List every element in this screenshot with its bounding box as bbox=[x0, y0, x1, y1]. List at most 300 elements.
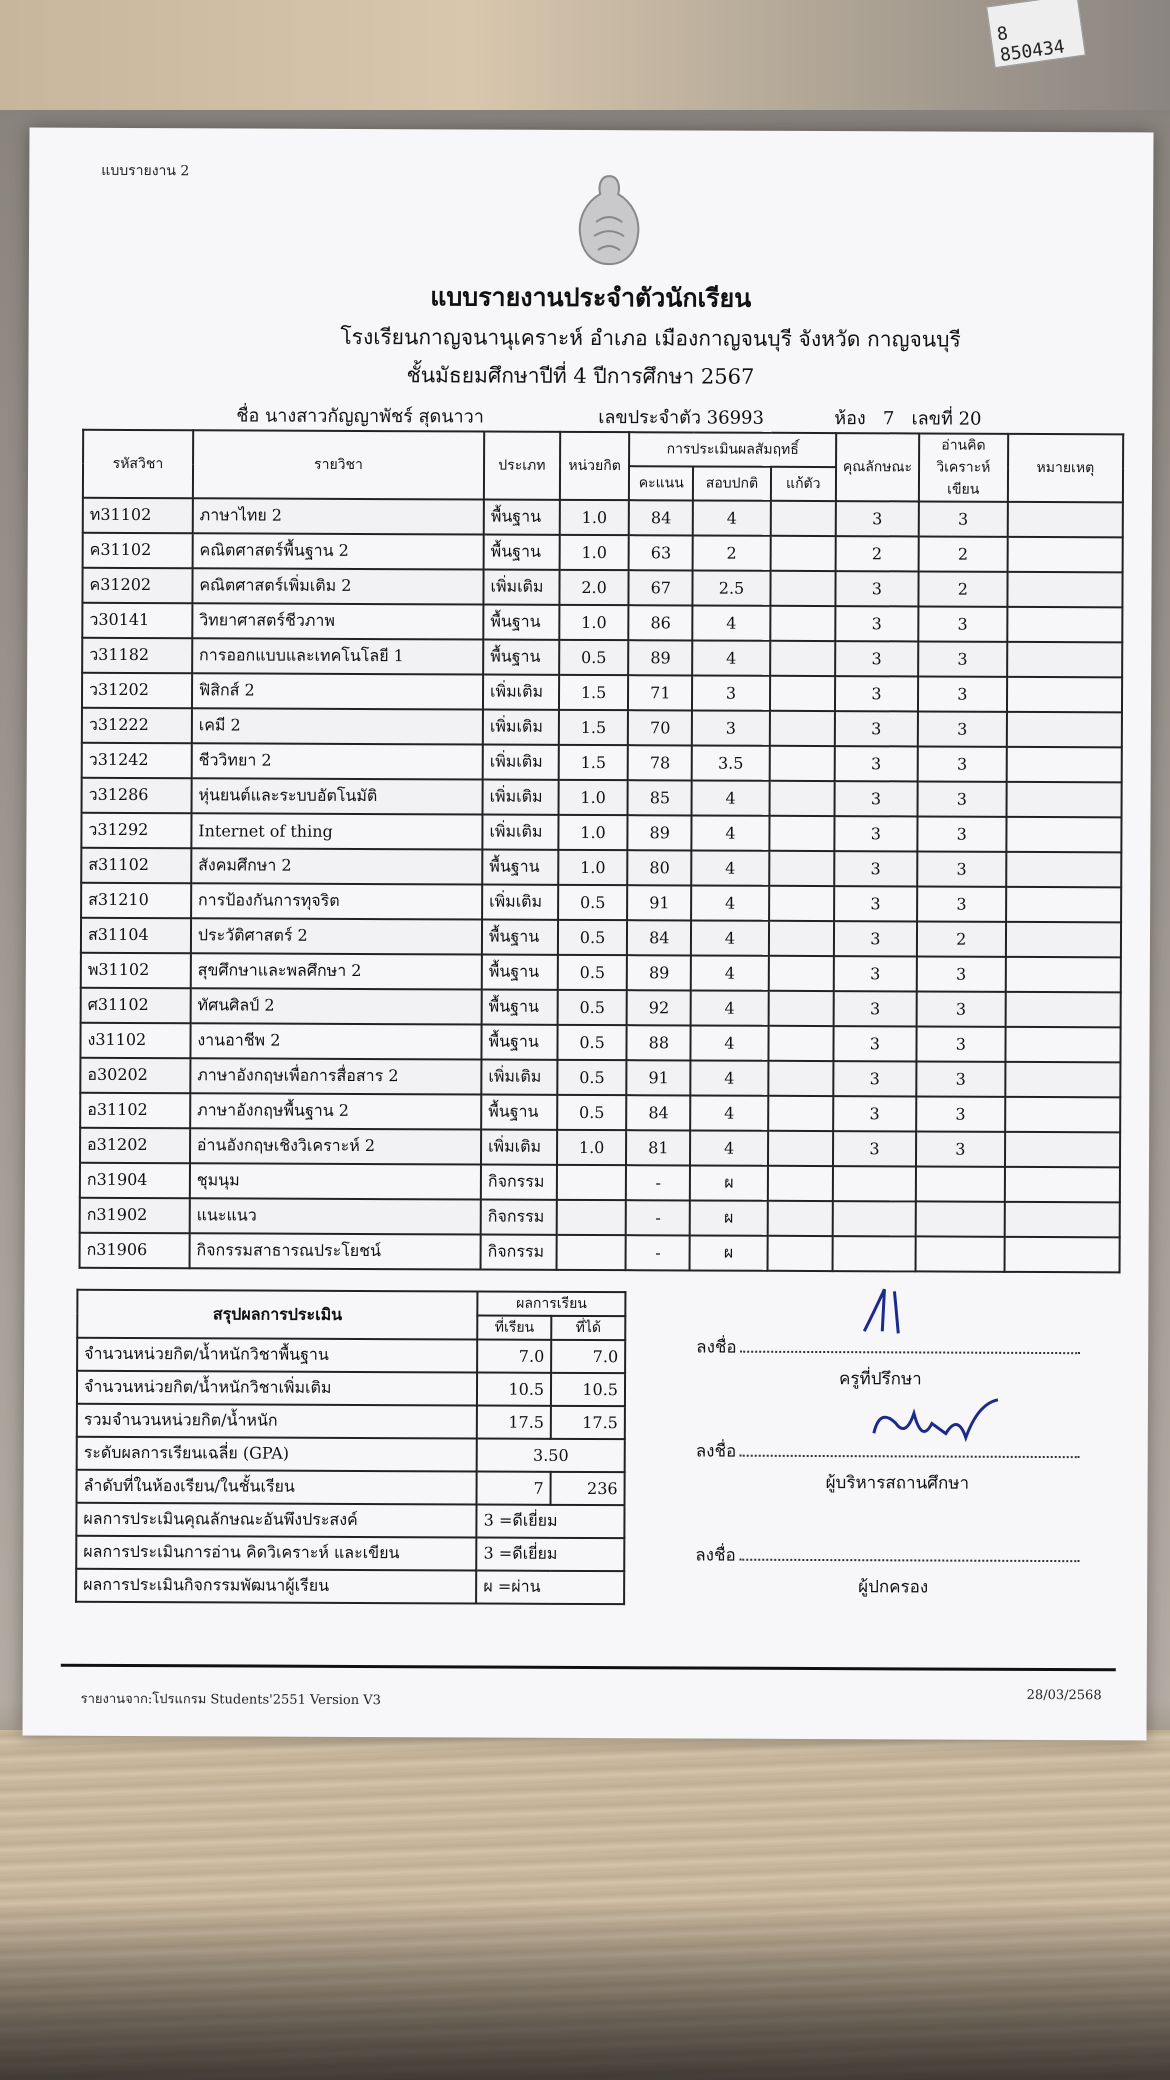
cell-credit: 0.5 bbox=[557, 1025, 627, 1060]
cell-characteristics: 3 bbox=[834, 851, 917, 886]
cell-code: ว31286 bbox=[82, 778, 192, 813]
report-number: แบบรายงาน 2 bbox=[101, 162, 190, 180]
cell-credit: 1.0 bbox=[559, 500, 629, 535]
cell-remark bbox=[1007, 642, 1122, 678]
cell-subject: สุขศึกษาและพลศึกษา 2 bbox=[191, 953, 482, 989]
cell-retest bbox=[769, 816, 834, 851]
cell-subject: ชีววิทยา 2 bbox=[192, 743, 483, 779]
cell-characteristics: 3 bbox=[835, 711, 918, 746]
cell-reading: 3 bbox=[917, 816, 1006, 851]
cell-characteristics: 3 bbox=[833, 1061, 916, 1096]
sign-label: ลงชื่อ bbox=[696, 1337, 737, 1358]
cell-grade: 3.5 bbox=[692, 745, 770, 780]
header-code: รหัสวิชา bbox=[83, 430, 193, 498]
report-paper bbox=[22, 128, 1153, 1741]
summary-title: สรุปผลการประเมิน bbox=[77, 1290, 477, 1340]
cell-type: พื้นฐาน bbox=[484, 500, 560, 535]
footer-date: 28/03/2568 bbox=[1026, 1687, 1102, 1704]
header-grade: สอบปกติ bbox=[693, 466, 771, 500]
school-crest-icon bbox=[574, 172, 644, 268]
cell-remark bbox=[1005, 1027, 1120, 1063]
table-row bbox=[81, 813, 1121, 853]
table-row bbox=[82, 778, 1122, 818]
cell-type: กิจกรรม bbox=[481, 1200, 557, 1235]
cell-code: ว31242 bbox=[82, 743, 192, 778]
cell-retest bbox=[768, 1061, 833, 1096]
cell-characteristics: 3 bbox=[834, 781, 917, 816]
table-row bbox=[80, 1093, 1120, 1133]
cell-remark bbox=[1005, 1167, 1120, 1203]
summary-row bbox=[77, 1470, 625, 1505]
cell-credit: 1.0 bbox=[559, 535, 629, 570]
cell-grade: 4 bbox=[690, 1130, 768, 1165]
cell-retest bbox=[770, 676, 835, 711]
cell-subject: ภาษาอังกฤษเพื่อการสื่อสาร 2 bbox=[190, 1058, 481, 1094]
cell-type: เพิ่มเติม bbox=[483, 780, 559, 815]
cell-score: 84 bbox=[629, 500, 693, 535]
summary-earned-header: ที่ได้ bbox=[551, 1316, 625, 1340]
cell-type: เพิ่มเติม bbox=[482, 885, 558, 920]
cell-code: ก31906 bbox=[80, 1233, 190, 1268]
cell-subject: วิทยาศาสตร์ชีวภาพ bbox=[192, 603, 483, 639]
student-id-row bbox=[598, 402, 764, 432]
cell-retest bbox=[770, 536, 835, 571]
cell-score: 91 bbox=[627, 1060, 691, 1095]
cell-subject: ทัศนศิลป์ 2 bbox=[190, 988, 481, 1024]
cell-type: พื้นฐาน bbox=[482, 990, 558, 1025]
cell-grade: 2 bbox=[693, 535, 771, 570]
cell-grade: 4 bbox=[691, 990, 769, 1025]
cell-subject: งานอาชีพ 2 bbox=[190, 1023, 481, 1059]
cell-code: ศ31102 bbox=[81, 988, 191, 1023]
cell-score: 63 bbox=[629, 535, 693, 570]
cell-retest bbox=[768, 1166, 833, 1201]
cell-subject: ชุมนุม bbox=[190, 1163, 481, 1199]
cell-grade: 2.5 bbox=[693, 570, 771, 605]
cell-credit: 0.5 bbox=[558, 920, 628, 955]
cell-characteristics: 3 bbox=[836, 501, 919, 536]
barcode-text: 8 850434 bbox=[995, 23, 1066, 67]
report-title: แบบรายงานประจำตัวนักเรียน bbox=[430, 282, 752, 313]
cell-reading: 2 bbox=[918, 571, 1007, 606]
summary-row bbox=[76, 1536, 624, 1571]
summary-row bbox=[77, 1371, 625, 1406]
cell-reading: 3 bbox=[917, 781, 1006, 816]
cell-reading: 2 bbox=[919, 536, 1008, 571]
summary-enrolled: 7.0 bbox=[477, 1340, 551, 1373]
cell-grade: 4 bbox=[692, 605, 770, 640]
header-characteristics: คุณลักษณะ bbox=[836, 433, 919, 501]
summary-enrolled-header: ที่เรียน bbox=[477, 1316, 551, 1340]
cell-subject: การออกแบบและเทคโนโลยี 1 bbox=[192, 638, 483, 674]
cell-code: ว31202 bbox=[82, 673, 192, 708]
header-type: ประเภท bbox=[484, 432, 560, 500]
cell-remark bbox=[1006, 712, 1121, 748]
summary-value: ผ =ผ่าน bbox=[476, 1571, 624, 1605]
cell-reading: 3 bbox=[918, 746, 1007, 781]
cell-reading: 3 bbox=[919, 501, 1008, 536]
summary-label: ผลการประเมินกิจกรรมพัฒนาผู้เรียน bbox=[76, 1569, 476, 1604]
cell-type: กิจกรรม bbox=[481, 1165, 557, 1200]
table-row bbox=[80, 1058, 1120, 1098]
cell-reading bbox=[916, 1166, 1005, 1201]
cell-score: 91 bbox=[628, 885, 692, 920]
cell-grade: 4 bbox=[692, 780, 770, 815]
cell-subject: ประวัติศาสตร์ 2 bbox=[191, 918, 482, 954]
cell-characteristics: 3 bbox=[834, 921, 917, 956]
cell-score: 84 bbox=[627, 920, 691, 955]
no-value: 20 bbox=[958, 408, 982, 430]
cell-reading: 3 bbox=[918, 606, 1007, 641]
student-name: นางสาวกัญญาพัชร์ สุดนาวา bbox=[264, 405, 484, 428]
cell-type: เพิ่มเติม bbox=[481, 1060, 557, 1095]
header-credit: หน่วยกิต bbox=[560, 432, 630, 500]
cell-type: กิจกรรม bbox=[481, 1235, 557, 1270]
cell-code: ก31904 bbox=[80, 1163, 190, 1198]
cell-code: อ30202 bbox=[80, 1058, 190, 1093]
cell-retest bbox=[770, 641, 835, 676]
cell-credit: 0.5 bbox=[557, 1060, 627, 1095]
cell-score: 67 bbox=[629, 570, 693, 605]
summary-label: จำนวนหน่วยกิต/น้ำหนักวิชาเพิ่มเติม bbox=[77, 1371, 477, 1406]
cell-type: พื้นฐาน bbox=[482, 850, 558, 885]
cell-score: 78 bbox=[628, 745, 692, 780]
table-row bbox=[81, 988, 1121, 1028]
table-row bbox=[81, 953, 1121, 993]
table-row bbox=[80, 1198, 1120, 1238]
cell-code: ง31102 bbox=[80, 1023, 190, 1058]
cell-remark bbox=[1007, 572, 1122, 608]
cell-characteristics: 3 bbox=[834, 816, 917, 851]
header-reading: อ่านคิดวิเคราะห์เขียน bbox=[919, 433, 1008, 501]
cell-credit: 0.5 bbox=[557, 990, 627, 1025]
grades-table bbox=[79, 429, 1125, 1274]
cell-code: ว31222 bbox=[82, 708, 192, 743]
cell-remark bbox=[1006, 782, 1121, 818]
cell-code: ก31902 bbox=[80, 1198, 190, 1233]
summary-row bbox=[76, 1503, 624, 1538]
cell-characteristics bbox=[833, 1166, 916, 1201]
cell-retest bbox=[769, 956, 834, 991]
advisor-title: ครูที่ปรึกษา bbox=[839, 1369, 922, 1390]
cell-remark bbox=[1006, 887, 1121, 923]
cell-type: เพิ่มเติม bbox=[482, 815, 558, 850]
cell-score: 80 bbox=[628, 850, 692, 885]
cell-reading: 3 bbox=[916, 1096, 1005, 1131]
cell-code: ส31102 bbox=[81, 848, 191, 883]
cell-score: - bbox=[626, 1235, 690, 1270]
cell-code: ส31104 bbox=[81, 918, 191, 953]
table-row bbox=[82, 603, 1122, 643]
cell-grade: 4 bbox=[692, 815, 770, 850]
cell-characteristics: 3 bbox=[835, 641, 918, 676]
cell-code: ว30141 bbox=[82, 603, 192, 638]
no-label: เลขที่ bbox=[911, 408, 953, 430]
cell-retest bbox=[768, 1026, 833, 1061]
header-remark: หมายเหตุ bbox=[1008, 434, 1124, 503]
cell-retest bbox=[771, 501, 836, 536]
table-row bbox=[83, 533, 1123, 573]
summary-table bbox=[75, 1289, 626, 1605]
summary-enrolled: 10.5 bbox=[477, 1373, 551, 1406]
cell-credit: 1.0 bbox=[558, 850, 628, 885]
header-subject: รายวิชา bbox=[193, 430, 484, 499]
table-row bbox=[82, 638, 1122, 678]
header-assessment: การประเมินผลสัมฤทธิ์ bbox=[630, 432, 836, 467]
summary-earned: 17.5 bbox=[551, 1406, 625, 1439]
table-row bbox=[82, 708, 1122, 748]
summary-result-header: ผลการเรียน bbox=[478, 1292, 626, 1317]
cell-characteristics: 3 bbox=[835, 676, 918, 711]
cell-remark bbox=[1005, 992, 1120, 1028]
header-score: คะแนน bbox=[629, 466, 693, 500]
cell-retest bbox=[769, 851, 834, 886]
cell-credit bbox=[557, 1165, 627, 1200]
student-name-row bbox=[236, 400, 484, 430]
cell-remark bbox=[1006, 747, 1121, 783]
cell-retest bbox=[770, 606, 835, 641]
cell-subject: กิจกรรมสาธารณประโยชน์ bbox=[189, 1233, 480, 1269]
cell-reading: 3 bbox=[918, 711, 1007, 746]
level-line: ชั้นมัธยมศึกษาปีที่ 4 ปีการศึกษา 2567 bbox=[406, 363, 755, 389]
footer-divider bbox=[61, 1664, 1116, 1672]
director-title: ผู้บริหารสถานศึกษา bbox=[825, 1473, 970, 1494]
cell-type: พื้นฐาน bbox=[484, 535, 560, 570]
summary-label: ผลการประเมินคุณลักษณะอันพึงประสงค์ bbox=[76, 1503, 476, 1538]
cell-code: ท31102 bbox=[83, 498, 193, 533]
cell-type: พื้นฐาน bbox=[483, 605, 559, 640]
cell-credit bbox=[556, 1200, 626, 1235]
cell-retest bbox=[767, 1236, 832, 1271]
cell-subject: สังคมศึกษา 2 bbox=[191, 848, 482, 884]
cell-retest bbox=[769, 921, 834, 956]
cell-grade: 4 bbox=[691, 885, 769, 920]
student-room-row bbox=[834, 403, 981, 433]
table-row bbox=[82, 673, 1122, 713]
cell-subject: แนะแนว bbox=[190, 1198, 481, 1234]
table-row bbox=[82, 568, 1122, 608]
cell-reading bbox=[916, 1201, 1005, 1236]
cell-reading: 3 bbox=[917, 991, 1006, 1026]
student-id: 36993 bbox=[706, 407, 765, 429]
cell-score: 85 bbox=[628, 780, 692, 815]
cell-type: พื้นฐาน bbox=[481, 1095, 557, 1130]
cell-characteristics: 3 bbox=[834, 956, 917, 991]
cell-remark bbox=[1006, 922, 1121, 958]
summary-earned: 10.5 bbox=[551, 1373, 625, 1406]
cell-type: พื้นฐาน bbox=[483, 640, 559, 675]
cell-characteristics bbox=[832, 1201, 915, 1236]
summary-label: ผลการประเมินการอ่าน คิดวิเคราะห์ และเขียน bbox=[76, 1536, 476, 1571]
cell-credit: 2.0 bbox=[559, 570, 629, 605]
cell-characteristics: 3 bbox=[834, 886, 917, 921]
cell-score: 84 bbox=[627, 1095, 691, 1130]
cell-code: ส31210 bbox=[81, 883, 191, 918]
cell-characteristics: 3 bbox=[833, 1096, 916, 1131]
summary-row bbox=[77, 1404, 625, 1439]
footer-source: รายงานจาก:โปรแกรม Students'2551 Version V3 bbox=[80, 1691, 381, 1709]
table-row bbox=[80, 1233, 1120, 1273]
cell-score: - bbox=[626, 1200, 690, 1235]
header-retest: แก้ตัว bbox=[771, 467, 836, 501]
cell-remark bbox=[1007, 677, 1122, 713]
cell-subject: คณิตศาสตร์พื้นฐาน 2 bbox=[192, 533, 483, 569]
cell-characteristics: 3 bbox=[835, 606, 918, 641]
cell-code: ค31102 bbox=[83, 533, 193, 568]
cell-code: ค31202 bbox=[82, 568, 192, 603]
cell-credit: 1.5 bbox=[559, 710, 629, 745]
cell-code: อ31102 bbox=[80, 1093, 190, 1128]
cell-credit: 0.5 bbox=[559, 640, 629, 675]
cell-subject: Internet of thing bbox=[191, 813, 482, 849]
summary-value: 3 =ดีเยี่ยม bbox=[476, 1538, 624, 1572]
cell-reading: 2 bbox=[917, 921, 1006, 956]
cell-subject: คณิตศาสตร์เพิ่มเติม 2 bbox=[192, 568, 483, 604]
cell-grade: 4 bbox=[690, 1060, 768, 1095]
cell-remark bbox=[1005, 957, 1120, 993]
cell-retest bbox=[769, 886, 834, 921]
cell-subject: ฟิสิกส์ 2 bbox=[192, 673, 483, 709]
cell-characteristics: 3 bbox=[833, 991, 916, 1026]
cell-grade: ผ bbox=[690, 1235, 768, 1270]
advisor-signature-icon bbox=[854, 1281, 934, 1341]
table-row bbox=[80, 1128, 1120, 1168]
table-row bbox=[80, 1163, 1120, 1203]
cell-code: ว31292 bbox=[81, 813, 191, 848]
summary-enrolled: 7 bbox=[477, 1472, 551, 1505]
cell-subject: ภาษาอังกฤษพื้นฐาน 2 bbox=[190, 1093, 481, 1129]
cell-score: 89 bbox=[628, 815, 692, 850]
cell-credit: 1.5 bbox=[558, 745, 628, 780]
cell-type: พื้นฐาน bbox=[481, 1025, 557, 1060]
cell-subject: อ่านอังกฤษเชิงวิเคราะห์ 2 bbox=[190, 1128, 481, 1164]
cell-remark bbox=[1004, 1237, 1119, 1273]
cell-remark bbox=[1005, 1132, 1120, 1168]
summary-label: ระดับผลการเรียนเฉลี่ย (GPA) bbox=[77, 1437, 477, 1472]
cell-subject: การป้องกันการทุจริต bbox=[191, 883, 482, 919]
cell-retest bbox=[770, 746, 835, 781]
cell-retest bbox=[768, 1201, 833, 1236]
table-row bbox=[81, 848, 1121, 888]
cell-grade: 4 bbox=[693, 500, 771, 535]
summary-row bbox=[77, 1338, 625, 1373]
cell-grade: 4 bbox=[691, 850, 769, 885]
summary-label: รวมจำนวนหน่วยกิต/น้ำหนัก bbox=[77, 1404, 477, 1439]
cell-grade: 4 bbox=[691, 1025, 769, 1060]
cell-remark bbox=[1004, 1202, 1119, 1238]
cell-retest bbox=[769, 781, 834, 816]
cell-score: 81 bbox=[626, 1130, 690, 1165]
cell-type: เพิ่มเติม bbox=[481, 1130, 557, 1165]
cell-credit: 0.5 bbox=[557, 955, 627, 990]
cell-reading bbox=[915, 1236, 1004, 1271]
id-label: เลขประจำตัว bbox=[598, 407, 702, 429]
table-row bbox=[81, 918, 1121, 958]
cell-type: เพิ่มเติม bbox=[483, 745, 559, 780]
cell-grade: ผ bbox=[690, 1165, 768, 1200]
cell-code: ว31182 bbox=[82, 638, 192, 673]
cell-subject: เคมี 2 bbox=[192, 708, 483, 744]
summary-value: 3 =ดีเยี่ยม bbox=[477, 1505, 625, 1539]
summary-label: ลำดับที่ในห้องเรียน/ในชั้นเรียน bbox=[77, 1470, 477, 1505]
cell-remark bbox=[1005, 1097, 1120, 1133]
sign-label: ลงชื่อ bbox=[695, 1545, 736, 1566]
cell-type: เพิ่มเติม bbox=[483, 570, 559, 605]
cell-characteristics: 3 bbox=[833, 1131, 916, 1166]
room-value: 7 bbox=[882, 408, 895, 430]
cell-characteristics: 3 bbox=[833, 1026, 916, 1061]
cell-grade: 4 bbox=[691, 920, 769, 955]
cell-credit: 0.5 bbox=[558, 885, 628, 920]
summary-earned: 7.0 bbox=[551, 1340, 625, 1373]
cell-code: พ31102 bbox=[81, 953, 191, 988]
cell-credit: 1.0 bbox=[558, 780, 628, 815]
cell-reading: 3 bbox=[917, 956, 1006, 991]
cell-credit bbox=[556, 1235, 626, 1270]
cell-subject: หุ่นยนต์และระบบอัตโนมัติ bbox=[191, 778, 482, 814]
cell-score: 71 bbox=[628, 675, 692, 710]
cell-reading: 3 bbox=[918, 641, 1007, 676]
cell-type: พื้นฐาน bbox=[482, 955, 558, 990]
table-row bbox=[83, 498, 1123, 538]
school-line: โรงเรียนกาญจนานุเคราะห์ อำเภอ เมืองกาญจนบุรี จังหวัด กาญจนบุรี bbox=[340, 324, 961, 352]
cell-remark bbox=[1006, 817, 1121, 853]
cell-retest bbox=[770, 571, 835, 606]
summary-row bbox=[76, 1569, 624, 1604]
cell-score: 88 bbox=[627, 1025, 691, 1060]
cell-credit: 1.0 bbox=[559, 605, 629, 640]
cell-credit: 1.5 bbox=[559, 675, 629, 710]
sign-label: ลงชื่อ bbox=[695, 1441, 737, 1462]
cell-remark bbox=[1007, 537, 1122, 573]
cell-remark bbox=[1005, 1062, 1120, 1098]
summary-earned: 236 bbox=[551, 1472, 625, 1505]
cell-score: 89 bbox=[627, 955, 691, 990]
cell-retest bbox=[768, 1096, 833, 1131]
cell-remark bbox=[1007, 607, 1122, 643]
summary-label: จำนวนหน่วยกิต/น้ำหนักวิชาพื้นฐาน bbox=[77, 1338, 477, 1373]
cell-grade: 3 bbox=[692, 675, 770, 710]
cell-score: 70 bbox=[628, 710, 692, 745]
parent-title: ผู้ปกครอง bbox=[858, 1577, 929, 1598]
table-shadow bbox=[0, 1900, 1170, 2080]
room-label: ห้อง bbox=[834, 408, 866, 430]
cell-code: อ31202 bbox=[80, 1128, 190, 1163]
summary-value: 3.50 bbox=[477, 1439, 625, 1473]
cell-reading: 3 bbox=[916, 1026, 1005, 1061]
cell-reading: 3 bbox=[917, 851, 1006, 886]
cell-grade: 4 bbox=[691, 955, 769, 990]
cell-score: - bbox=[626, 1165, 690, 1200]
cell-subject: ภาษาไทย 2 bbox=[193, 498, 484, 534]
cell-grade: 3 bbox=[692, 710, 770, 745]
cell-score: 89 bbox=[629, 640, 693, 675]
table-row bbox=[80, 1023, 1120, 1063]
cell-grade: 4 bbox=[692, 640, 770, 675]
table-row bbox=[81, 883, 1121, 923]
cell-retest bbox=[768, 991, 833, 1026]
cell-type: พื้นฐาน bbox=[482, 920, 558, 955]
cell-credit: 1.0 bbox=[557, 1130, 627, 1165]
cell-remark bbox=[1007, 502, 1122, 538]
cell-type: เพิ่มเติม bbox=[483, 675, 559, 710]
cell-remark bbox=[1006, 852, 1121, 888]
cell-reading: 3 bbox=[916, 1131, 1005, 1166]
cell-score: 92 bbox=[627, 990, 691, 1025]
summary-row bbox=[77, 1437, 625, 1472]
cell-retest bbox=[768, 1131, 833, 1166]
cell-score: 86 bbox=[629, 605, 693, 640]
